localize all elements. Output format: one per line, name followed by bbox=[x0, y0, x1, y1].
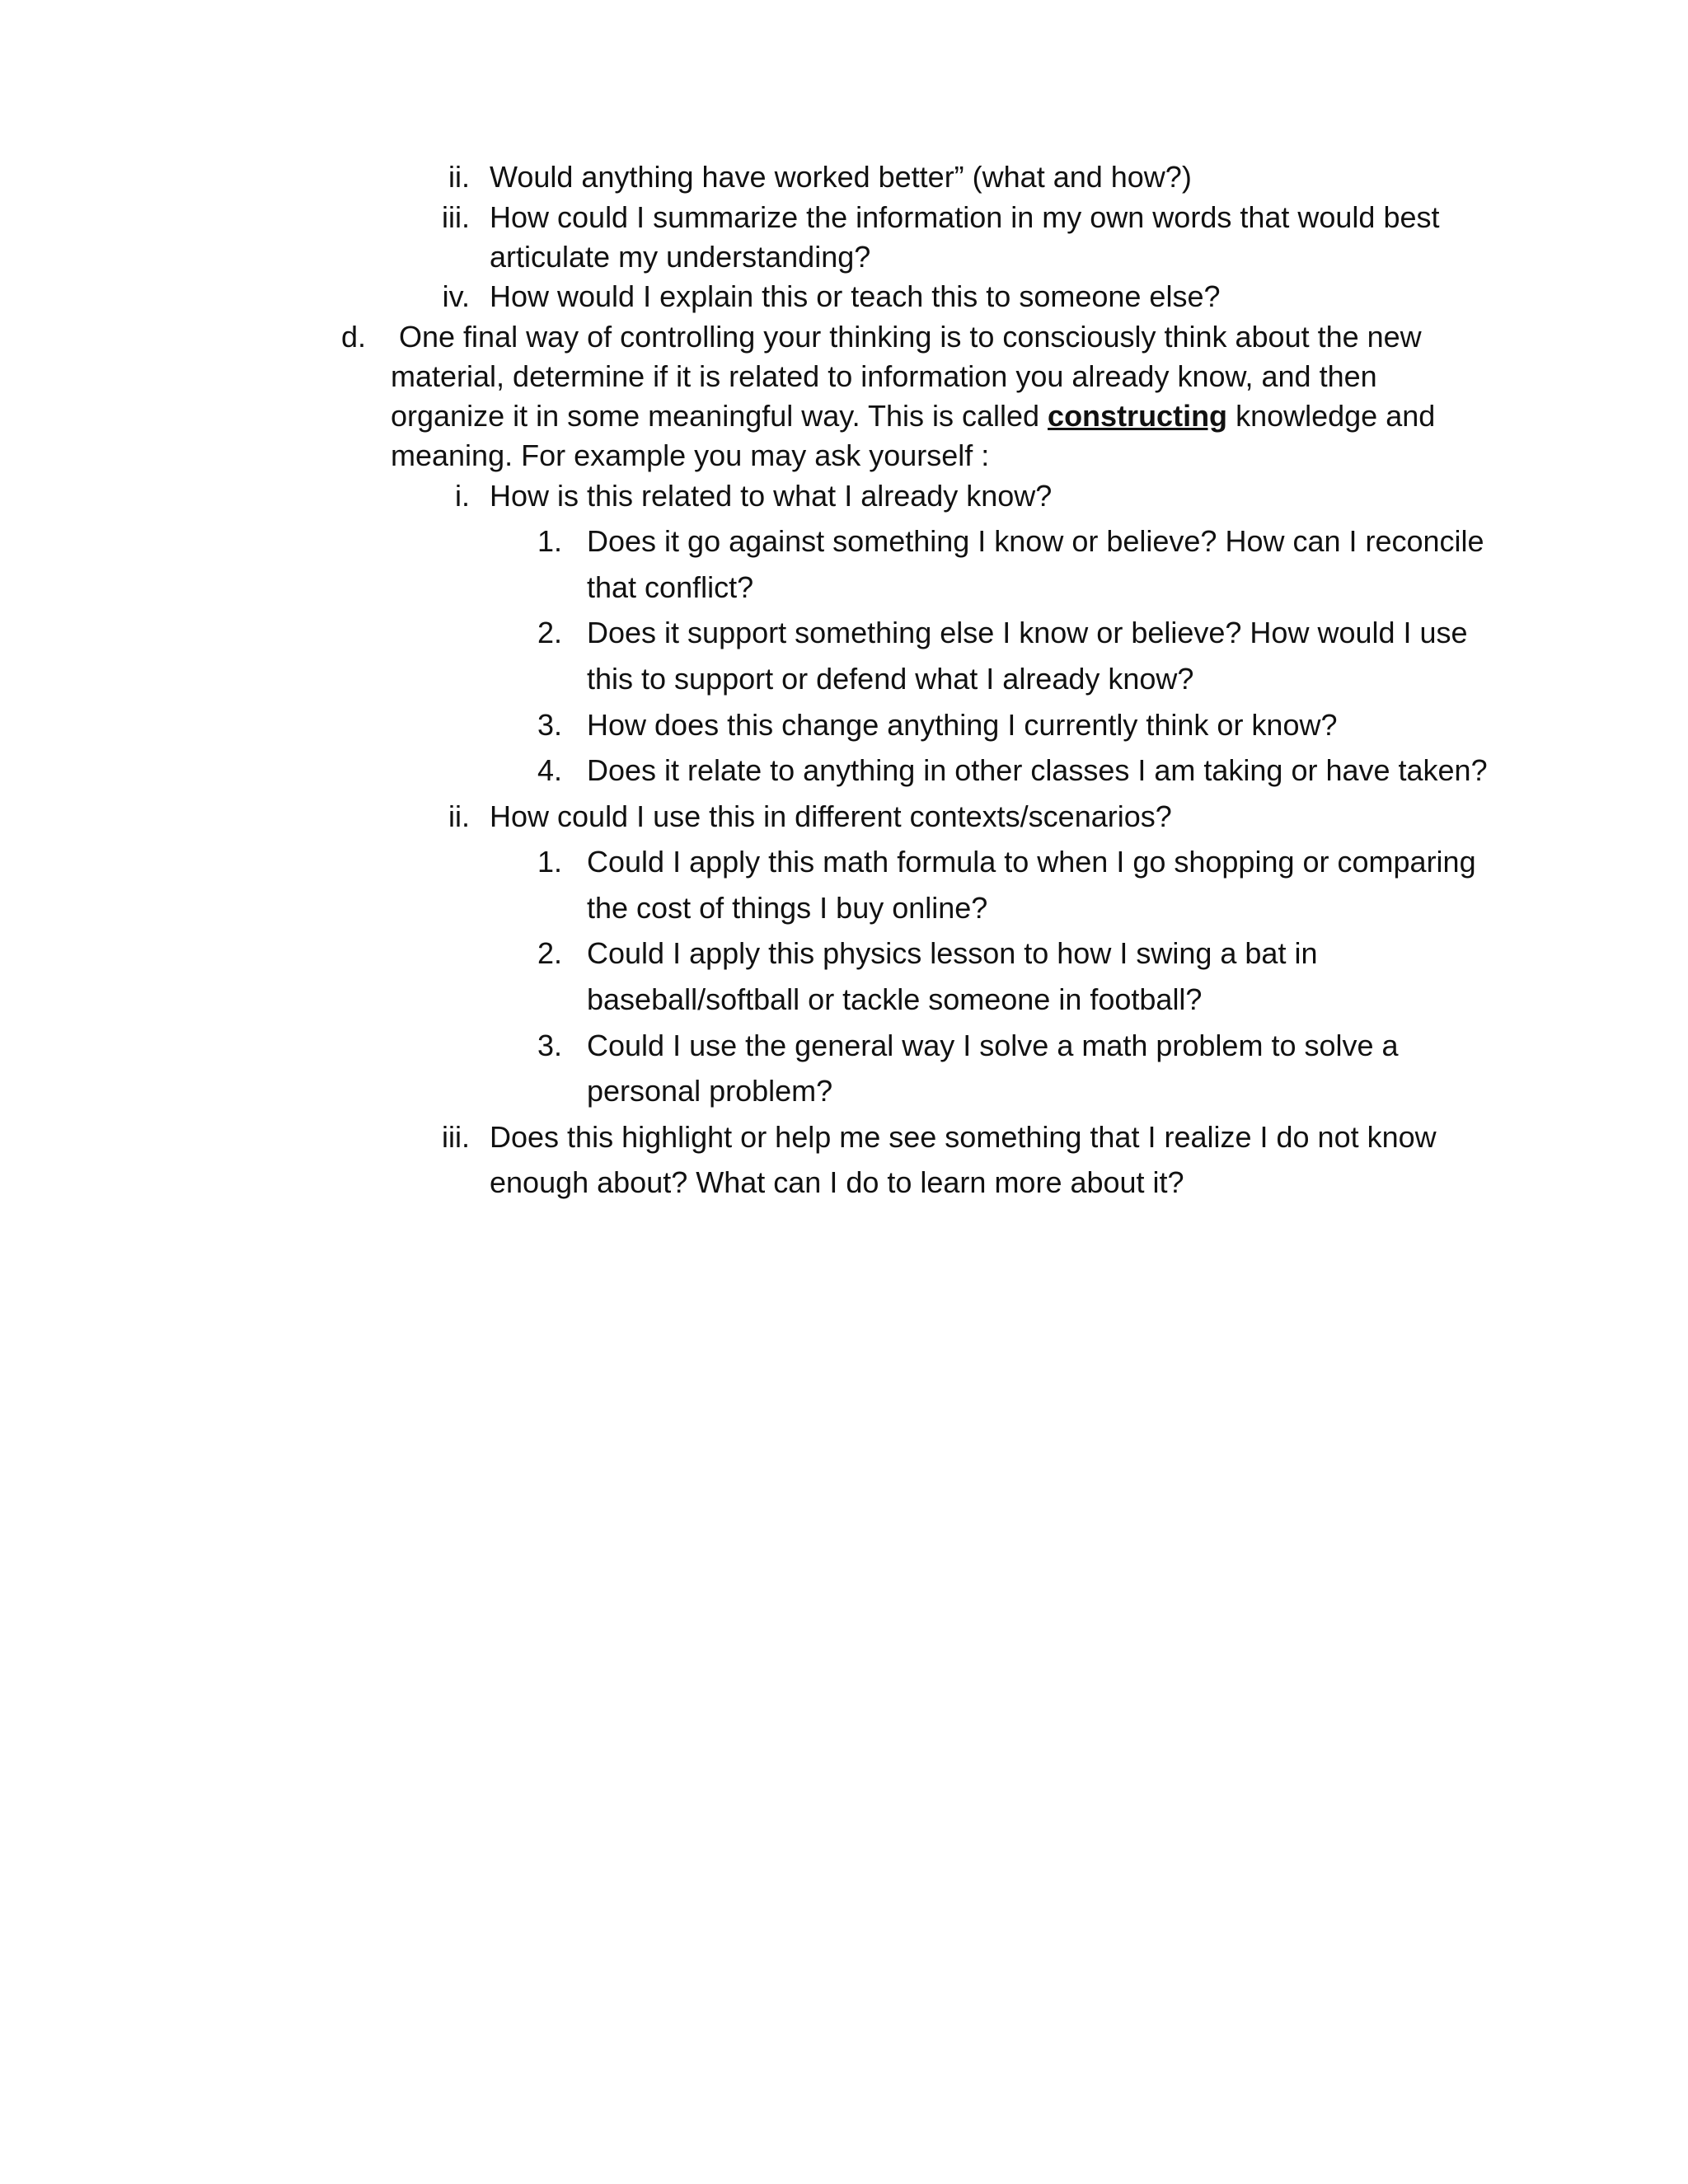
sub-ii-item-2-line2: baseball/softball or tackle someone in football? bbox=[587, 982, 1203, 1016]
sub-i-item-3-marker: 3. bbox=[537, 708, 563, 742]
roman-item-iii-text-line1: How could I summarize the information in my own words that would best bbox=[490, 200, 1440, 234]
sub-i-item-4-marker: 4. bbox=[537, 753, 563, 787]
sub-ii-item-3-marker: 3. bbox=[537, 1029, 563, 1062]
item-d-line3 bbox=[391, 396, 1435, 436]
sub-i-item-1-marker: 1. bbox=[537, 524, 563, 558]
item-d-line3-after: knowledge and bbox=[1227, 399, 1436, 433]
sub-i-item-2-marker: 2. bbox=[537, 616, 563, 649]
sub-ii-item-1-marker: 1. bbox=[537, 845, 563, 879]
sub-i-item-1-line2: that conflict? bbox=[587, 570, 754, 604]
sub-iii-marker: iii. bbox=[442, 1120, 470, 1154]
constructing-emphasis: constructing bbox=[1048, 399, 1228, 433]
sub-iii-line2: enough about? What can I do to learn more about it? bbox=[490, 1165, 1184, 1199]
sub-i-marker: i. bbox=[455, 479, 470, 513]
sub-ii-item-3-line2: personal problem? bbox=[587, 1074, 833, 1108]
sub-i-item-2-line2: this to support or defend what I already know? bbox=[587, 662, 1194, 696]
sub-ii-item-3-line1: Could I use the general way I solve a math problem to solve a bbox=[587, 1029, 1399, 1062]
roman-item-iii-text-line2: articulate my understanding? bbox=[490, 240, 871, 274]
item-d-line4: meaning. For example you may ask yourself : bbox=[391, 438, 990, 472]
roman-item-iv-text: How would I explain this or teach this to someone else? bbox=[490, 279, 1221, 313]
roman-marker-ii: ii. bbox=[448, 160, 470, 194]
sub-i-item-4-line1: Does it relate to anything in other classes I am taking or have taken? bbox=[587, 753, 1488, 787]
sub-iii-line1: Does this highlight or help me see something that I realize I do not know bbox=[490, 1120, 1437, 1154]
sub-ii-item-1-line2: the cost of things I buy online? bbox=[587, 891, 988, 925]
sub-i-item-2-line1: Does it support something else I know or believe? How would I use bbox=[587, 616, 1468, 649]
sub-ii-text: How could I use this in different contexts/scenarios? bbox=[490, 799, 1172, 833]
item-d-marker: d. bbox=[341, 320, 367, 354]
item-d-line1: One final way of controlling your thinking is to consciously think about the new bbox=[399, 320, 1422, 354]
roman-item-ii-text: Would anything have worked better” (what and how?) bbox=[490, 160, 1192, 194]
sub-i-item-3-line1: How does this change anything I currently think or know? bbox=[587, 708, 1338, 742]
roman-marker-iv: iv. bbox=[442, 279, 470, 313]
sub-ii-marker: ii. bbox=[448, 799, 470, 833]
roman-marker-iii: iii. bbox=[442, 200, 470, 234]
sub-ii-item-2-line1: Could I apply this physics lesson to how I swing a bat in bbox=[587, 936, 1318, 970]
item-d-line2: material, determine if it is related to information you already know, and then bbox=[391, 359, 1377, 393]
sub-ii-item-1-line1: Could I apply this math formula to when I go shopping or comparing bbox=[587, 845, 1476, 879]
item-d-line3-before: organize it in some meaningful way. This is called bbox=[391, 399, 1048, 433]
sub-ii-item-2-marker: 2. bbox=[537, 936, 563, 970]
sub-i-text: How is this related to what I already know? bbox=[490, 479, 1053, 513]
sub-i-item-1-line1: Does it go against something I know or believe? How can I reconcile bbox=[587, 524, 1484, 558]
